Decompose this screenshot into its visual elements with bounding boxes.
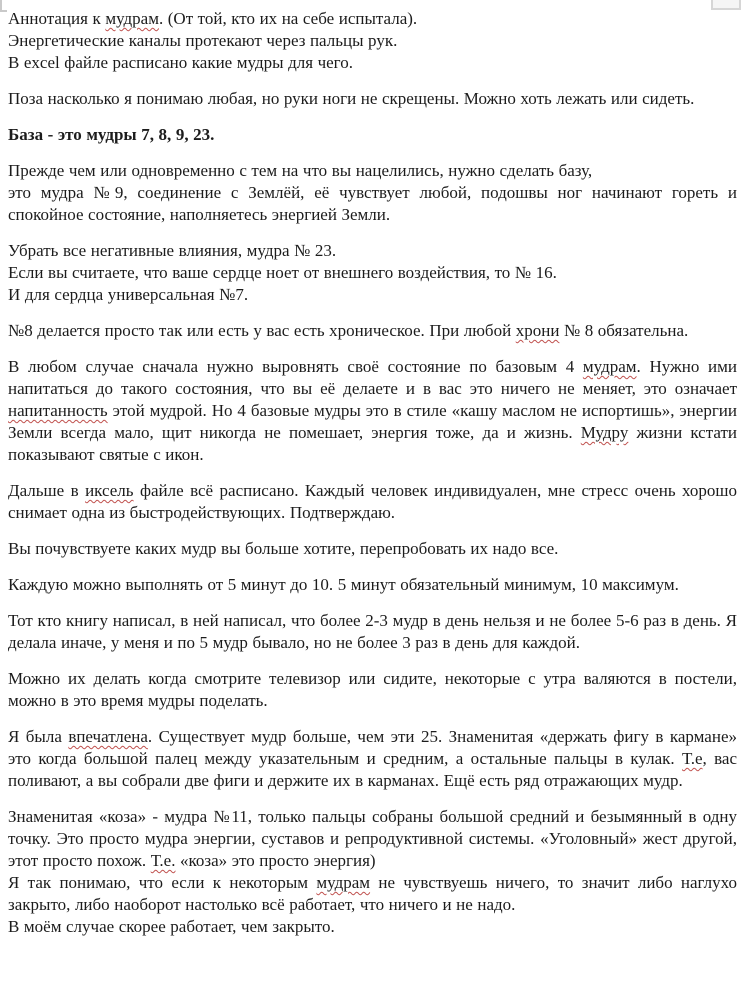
text-run: Можно их делать когда смотрите телевизор или сидите, некоторые с утра валяются в постели, можно в это время мудры поделать. [8, 669, 737, 710]
paragraph-you-will-feel [8, 538, 737, 560]
paragraph-when-to-do [8, 668, 737, 712]
text-run: Убрать все негативные влияния, мудра № 23. [8, 241, 337, 260]
text-run: Если вы считаете, что ваше сердце ноет от внешнего воздействия, то № 16. [8, 263, 557, 282]
misspelled-word: Т.е. [150, 851, 176, 870]
text-run: этой мудрой. Но 4 базовые мудры это в стиле «кашу маслом не испортишь», энергии Земли всегда мало, щит никогда не помешает, энергия тоже, да и жизнь. [8, 401, 737, 442]
paragraph-mudra-9-earth [8, 182, 737, 226]
cutoff-ui-fragment-top-right [711, 0, 741, 10]
text-run: Прежде чем или одновременно с тем на что вы нацелились, нужно сделать базу, [8, 161, 593, 180]
text-run: Знаменитая «коза» - мудра №11, только пальцы собраны большой средний и безымянный в одну точку. Это просто мудра энергии, суставов и репродуктивной системы. «Уголовный» жест другой, этот просто похож. [8, 807, 737, 870]
cutoff-ui-fragment-top-left [0, 0, 7, 12]
text-run: . (От той, кто их на себе испытала). [158, 9, 418, 28]
text-run: №8 делается просто так или есть у вас есть хроническое. При любой [8, 321, 516, 340]
misspelled-word: мудрам [316, 873, 371, 892]
paragraph-before-target [8, 160, 737, 182]
text-run: . Нужно ими напитаться до такого состояния, что вы её делаете и в вас это ничего не меняет, это означает [8, 357, 737, 398]
misspelled-word: впечатлена [68, 727, 148, 746]
text-run: Аннотация к [8, 9, 106, 28]
paragraph-annotation-intro [8, 8, 737, 74]
text-run: Вы почувствуете каких мудр вы больше хотите, перепробовать их надо все. [8, 539, 559, 558]
text-run: Я так понимаю, что если к некоторым [8, 873, 317, 892]
paragraph-base-mudras [8, 124, 737, 146]
text-run: жизни кстати показывают святые с икон. [8, 423, 737, 464]
text-run: это мудра №9, соединение с Землёй, её чувствует любой, подошвы ног начинают гореть и спокойное состояние, наполняетесь энергией Земли. [8, 183, 737, 224]
misspelled-word: Мудру [580, 423, 629, 442]
text-run: Я была [8, 727, 69, 746]
text-run: , вас поливают, а вы собрали две фиги и держите их в карманах. Ещё есть ряд отражающих мудр. [8, 749, 737, 790]
text-run: Энергетические каналы протекают через пальцы рук. [8, 31, 398, 50]
text-run: не чувствуешь ничего, то значит либо наглухо закрыто, либо наоборот настолько всё работает, что ничего и не надо. [8, 873, 737, 914]
misspelled-word: иксель [85, 481, 134, 500]
paragraph-book-author-limits [8, 610, 737, 654]
text-run: № 8 обязательна. [559, 321, 689, 340]
paragraph-mudra-8-chronic [8, 320, 737, 342]
text-run: Дальше в [8, 481, 86, 500]
paragraph-posture [8, 88, 737, 110]
text-run: «коза» это просто энергия) [175, 851, 376, 870]
text-run: База - это мудры 7, 8, 9, 23. [8, 125, 215, 144]
text-run: В любом случае сначала нужно выровнять своё состояние по базовым 4 [8, 357, 583, 376]
paragraph-duration [8, 574, 737, 596]
misspelled-word: мудрам [105, 9, 159, 28]
text-run: В моём случае скорее работает, чем закрыто. [8, 917, 335, 936]
paragraph-koza-mudra-11 [8, 806, 737, 872]
text-run: В excel файле расписано какие мудры для чего. [8, 53, 353, 72]
text-run: файле всё расписано. Каждый человек индивидуален, мне стресс очень хорошо снимает одна из быстродействующих. Подтверждаю. [8, 481, 737, 522]
misspelled-word: хрони [515, 321, 560, 340]
text-run: Тот кто книгу написал, в ней написал, что более 2-3 мудр в день нельзя и не более 5-6 раз в день. Я делала иначе, у меня и по 5 мудр бывало, но не более 3 раз в день для каждой. [8, 611, 737, 652]
text-run: И для сердца универсальная №7. [8, 285, 249, 304]
text-run: Каждую можно выполнять от 5 минут до 10. 5 минут обязательный минимум, 10 максимум. [8, 575, 679, 594]
misspelled-word: мудрам [582, 357, 637, 376]
text-run: Поза насколько я понимаю любая, но руки ноги не скрещены. Можно хоть лежать или сидеть. [8, 89, 695, 108]
misspelled-word: напитанность [8, 401, 108, 420]
paragraph-my-case [8, 916, 737, 938]
paragraph-impressed-fig [8, 726, 737, 792]
paragraph-negative-influences [8, 240, 737, 306]
text-run: . Существует мудр больше, чем эти 25. Знаменитая «держать фигу в кармане» это когда большой палец между указательным и средним, а остальные пальцы в кулак. [8, 727, 737, 768]
paragraph-align-state-base-4 [8, 356, 737, 466]
paragraph-excel-details [8, 480, 737, 524]
misspelled-word: Т.е [682, 749, 703, 768]
paragraph-closed-or-working [8, 872, 737, 916]
